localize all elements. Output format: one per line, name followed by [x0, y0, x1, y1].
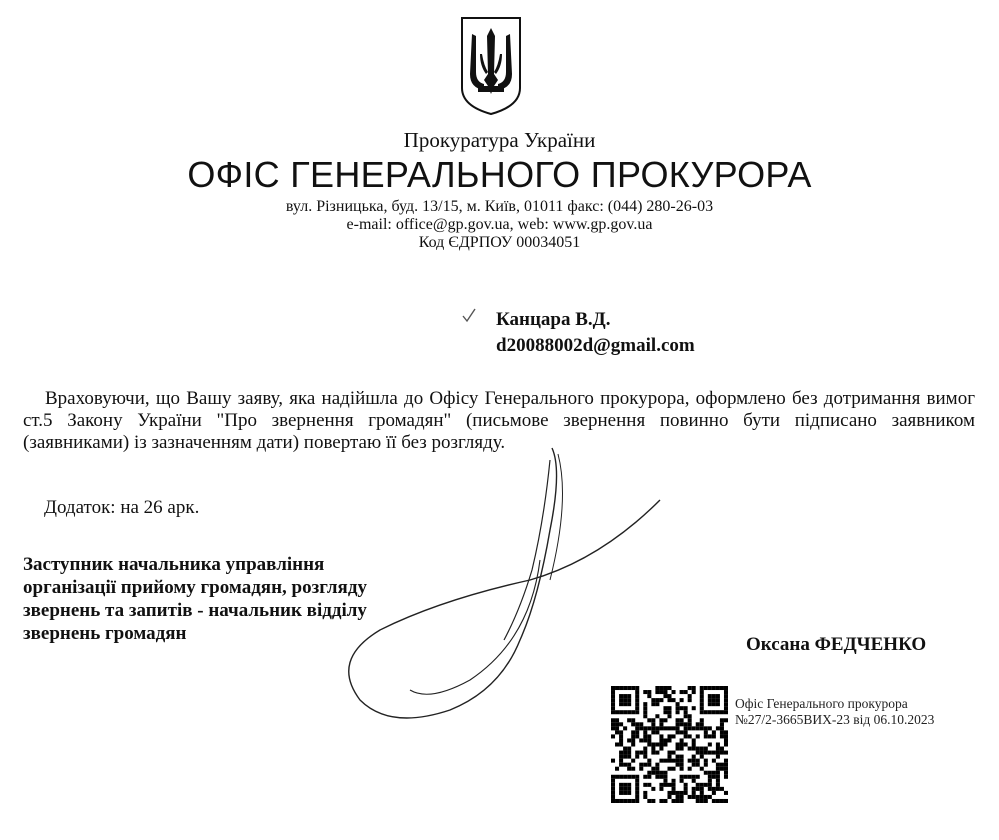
- signer-position-line: звернень громадян: [23, 623, 187, 644]
- letter-body: Враховуючи, що Вашу заяву, яка надійшла до Офісу Генерального прокурора, оформлено без дотримання вимог ст.5 Закону України "Про звернення громадян" (письмове звернення повинно бути підписано заявником (заявниками) із зазначенням дати) повертаю її без розгляду.: [23, 388, 975, 453]
- registration-stamp: [735, 696, 934, 728]
- signer-position-line: звернень та запитів - начальник відділу: [23, 600, 367, 621]
- trident-icon: [458, 14, 524, 118]
- signer-name: Оксана ФЕДЧЕНКО: [746, 634, 927, 655]
- attachment-note: Додаток: на 26 арк.: [44, 497, 200, 518]
- addressee-name: Канцара В.Д.: [496, 309, 611, 330]
- contact-block: [0, 198, 999, 252]
- address-line: вул. Різницька, буд. 13/15, м. Київ, 01011 факс: (044) 280-26-03: [285, 198, 714, 215]
- checkmark-icon: [461, 306, 477, 324]
- signer-position-line: організації прийому громадян, розгляду: [23, 577, 367, 598]
- registration-number: №27/2-3665ВИХ-23 від 06.10.2023: [735, 712, 935, 727]
- addressee-block: [496, 307, 695, 359]
- contacts-line: e-mail: office@gp.gov.ua, web: www.gp.gov.ua: [346, 216, 653, 233]
- qr-code-icon: [611, 686, 728, 803]
- edrpou-line: Код ЄДРПОУ 00034051: [418, 234, 581, 251]
- addressee-email: d20088002d@gmail.com: [496, 335, 695, 356]
- organization-name: ОФІС ГЕНЕРАЛЬНОГО ПРОКУРОРА: [187, 154, 812, 195]
- parent-organization: Прокуратура України: [403, 128, 596, 152]
- registration-office: Офіс Генерального прокурора: [735, 696, 908, 711]
- signer-position-line: Заступник начальника управління: [23, 554, 325, 575]
